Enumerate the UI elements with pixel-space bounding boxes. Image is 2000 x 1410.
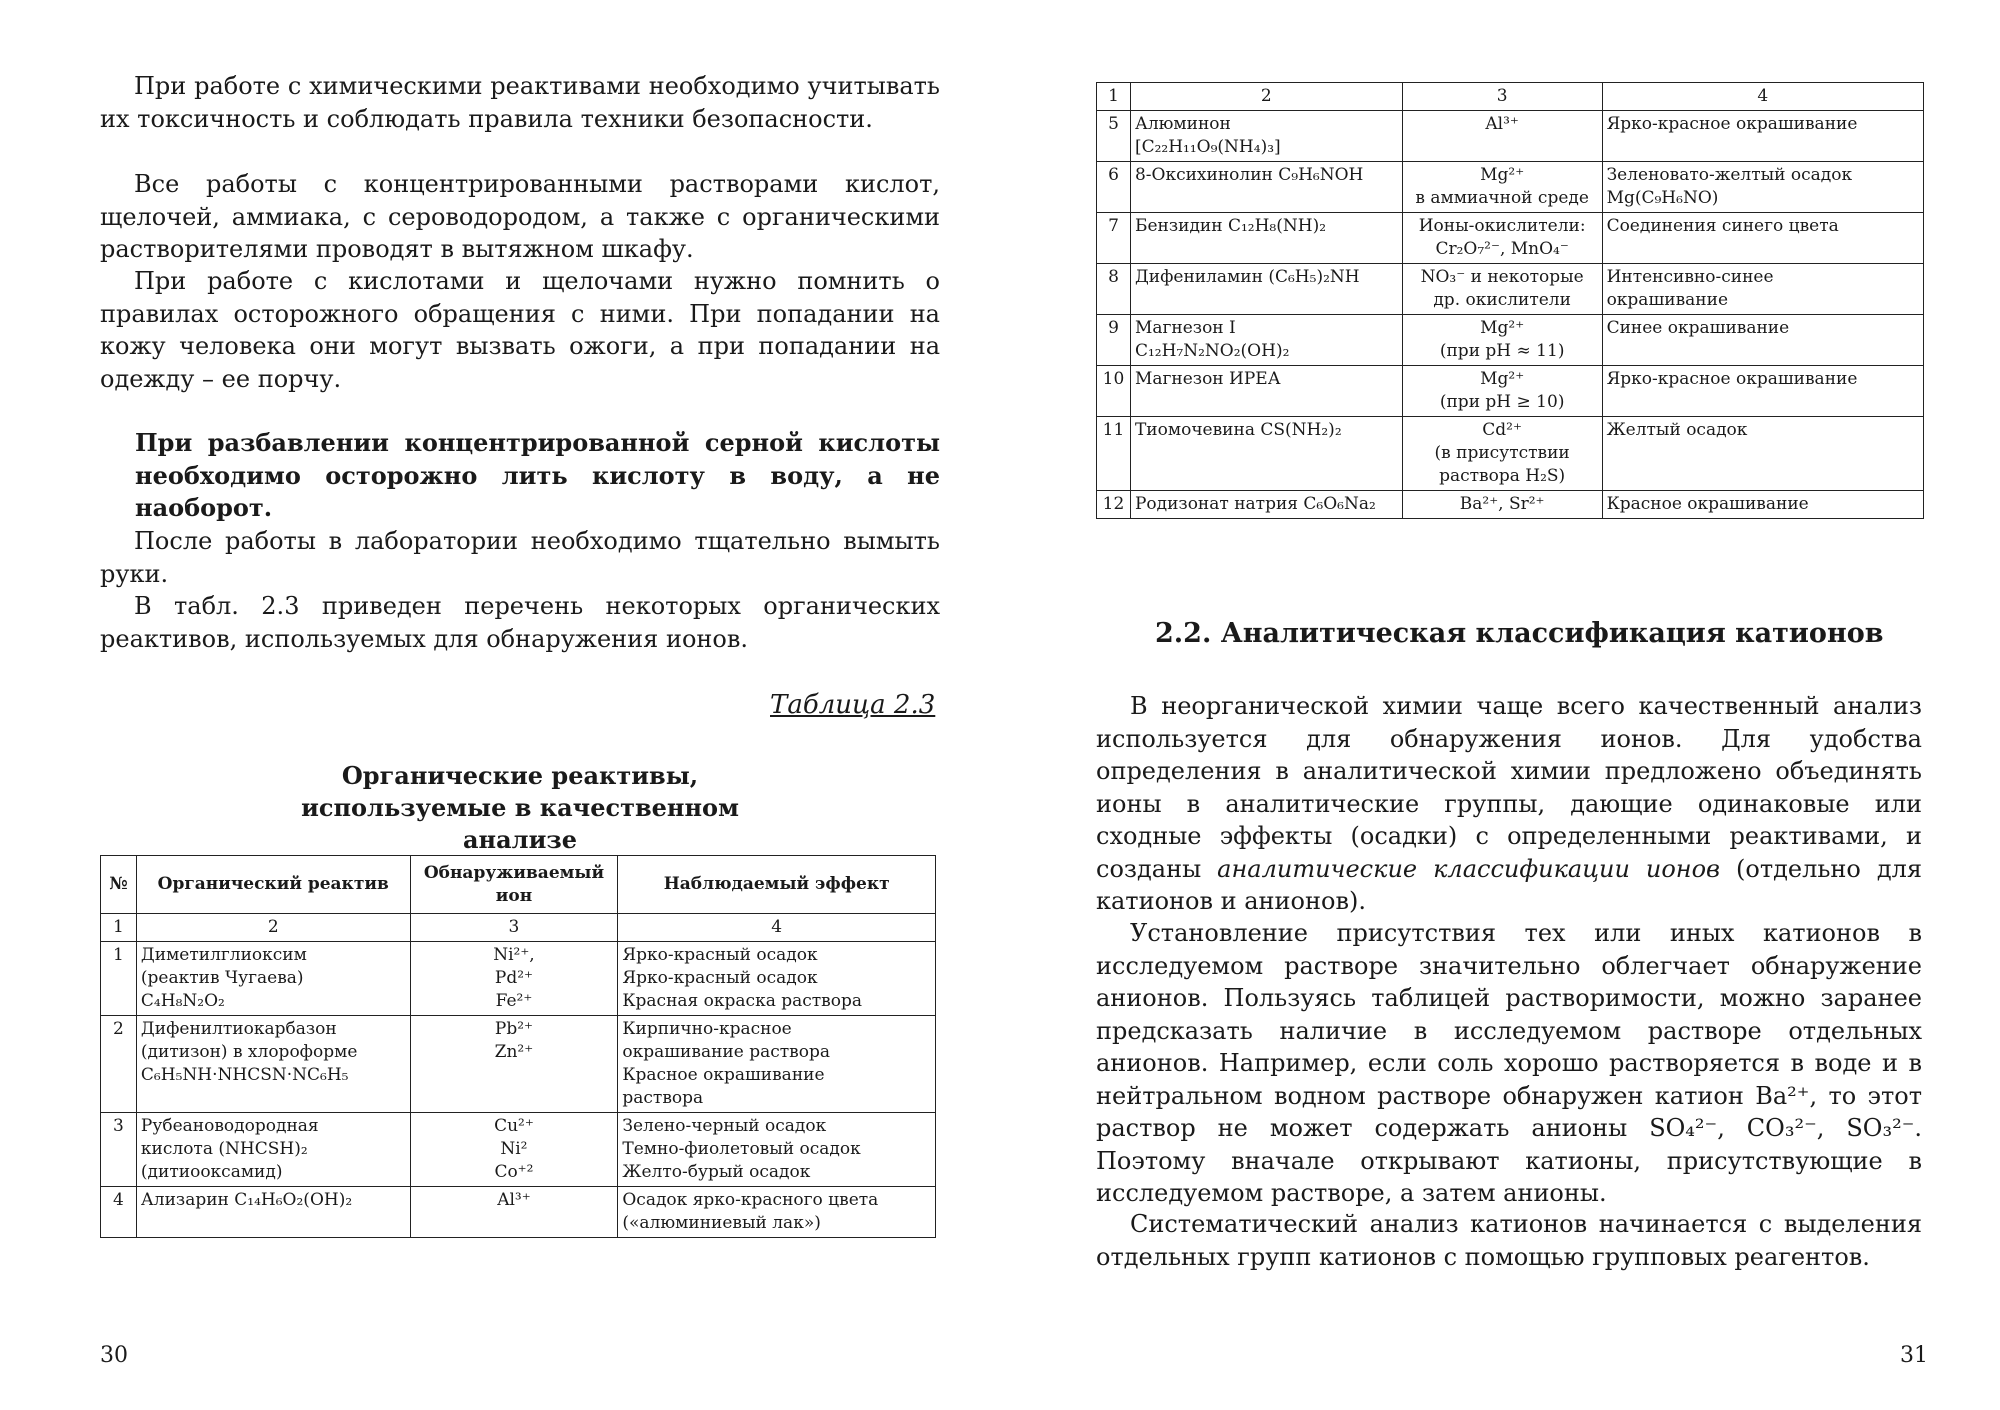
row-number: 6: [1097, 162, 1131, 213]
row-number: 3: [101, 1113, 137, 1187]
effect-cell: [1602, 315, 1923, 366]
reagent-cell-line: C₄H₈N₂O₂: [140, 991, 225, 1011]
row-number: 8: [1097, 264, 1131, 315]
reagent-cell-line: C₁₂H₇N₂NO₂(OH)₂: [1134, 341, 1290, 361]
paragraph-table-intro: В табл. 2.3 приведен перечень некоторых органических реактивов, используемых для обнаружения ионов.: [100, 592, 940, 653]
effect-cell: [1602, 111, 1923, 162]
reagent-cell-line: Дифенилтиокарбазон: [140, 1019, 337, 1039]
header-ion: Обнаруживаемый ион: [410, 856, 618, 914]
paragraph-sulfuric-warning: При разбавлении концентрированной серной кислоты необходимо осторожно лить кислоту в воду, а не наоборот.: [135, 428, 940, 522]
reagent-cell-line: Магнезон ИРЕА: [1134, 369, 1281, 389]
ion-cell: [410, 1187, 618, 1238]
effect-cell-line: Ярко-красный осадок: [622, 945, 818, 965]
effect-cell-line: Синее окрашивание: [1606, 318, 1790, 338]
page-number: 30: [100, 1343, 128, 1368]
ion-cell: [1402, 366, 1602, 417]
ion-cell: [1402, 315, 1602, 366]
reagent-cell-line: Бензидин C₁₂H₈(NH)₂: [1134, 216, 1327, 236]
effect-cell: [1602, 264, 1923, 315]
ion-cell-line: (при pH ≥ 10): [1439, 392, 1565, 412]
row-number: 11: [1097, 417, 1131, 491]
table-header-row: [101, 856, 936, 914]
effect-cell-line: Осадок ярко-красного цвета: [622, 1190, 879, 1210]
table-row: [1097, 111, 1924, 162]
ion-cell-line: др. окислители: [1433, 290, 1571, 310]
reagents-table-part1: [100, 855, 936, 1238]
effect-cell-line: Интенсивно-синее: [1606, 267, 1774, 287]
reagent-cell: [1130, 315, 1402, 366]
reagent-cell: [1130, 491, 1402, 519]
reagent-cell-line: Рубеановодородная: [140, 1116, 319, 1136]
effect-cell-line: Кирпично-красное: [622, 1019, 792, 1039]
table-caption: Таблица 2.3: [770, 690, 936, 720]
header-number: №: [101, 856, 137, 914]
reagent-cell: [136, 1187, 410, 1238]
reagent-cell-line: Родизонат натрия C₆O₆Na₂: [1134, 494, 1376, 514]
paragraph-wash-hands: После работы в лаборатории необходимо тщательно вымыть руки.: [100, 527, 940, 588]
effect-cell: [1602, 491, 1923, 519]
reagent-cell-line: C₆H₅NH·NHCSN·NC₆H₅: [140, 1065, 349, 1085]
paragraph-toxicity: При работе с химическими реактивами необходимо учитывать их токсичность и соблюдать правила техники безопасности.: [100, 72, 940, 133]
reagent-cell-line: Дифениламин (C₆H₅)₂NH: [1134, 267, 1360, 287]
effect-cell-line: окрашивание: [1606, 290, 1729, 310]
header-reagent: Органический реактив: [136, 856, 410, 914]
ion-cell-line: Mg²⁺: [1480, 165, 1525, 185]
ion-cell-line: раствора H₂S): [1439, 466, 1566, 486]
row-number: 1: [101, 942, 137, 1016]
ion-cell-line: Fe²⁺: [495, 991, 533, 1011]
reagent-cell-line: [C₂₂H₁₁O₉(NH₄)₃]: [1134, 137, 1281, 157]
effect-cell: [1602, 366, 1923, 417]
ion-cell-line: Cr₂O₇²⁻, MnO₄⁻: [1435, 239, 1569, 259]
reagents-table-part2: [1096, 82, 1924, 519]
ion-cell-line: Ba²⁺, Sr²⁺: [1459, 494, 1545, 514]
header-effect: Наблюдаемый эффект: [618, 856, 936, 914]
paragraph-acids-alkalis: При работе с кислотами и щелочами нужно помнить о правилах осторожного обращения с ними. При попадании на кожу человека они могут вызвать ожоги, а при попадании на одежду – ее порчу.: [100, 267, 940, 393]
effect-cell-line: Mg(C₉H₆NO): [1606, 188, 1719, 208]
effect-cell: [618, 1016, 936, 1113]
table-row: [1097, 366, 1924, 417]
table-row: [101, 1113, 936, 1187]
effect-cell-line: раствора: [622, 1088, 704, 1108]
effect-cell-line: Красное окрашивание: [1606, 494, 1809, 514]
row-number: 9: [1097, 315, 1131, 366]
reagent-cell: [1130, 111, 1402, 162]
effect-cell-line: («алюминиевый лак»): [622, 1213, 821, 1233]
ion-cell-line: Ni²⁺,: [493, 945, 535, 965]
effect-cell-line: Желто-бурый осадок: [622, 1162, 811, 1182]
reagent-cell-line: Алюминон: [1134, 114, 1231, 134]
ion-cell-line: Pd²⁺: [494, 968, 533, 988]
page-number: 31: [1900, 1343, 1928, 1368]
ion-cell: [410, 1016, 618, 1113]
reagent-cell-line: Тиомочевина CS(NH₂)₂: [1134, 420, 1342, 440]
table-row: [101, 942, 936, 1016]
effect-cell: [1602, 213, 1923, 264]
ion-cell-line: NO₃⁻ и некоторые: [1420, 267, 1584, 287]
effect-cell-line: Ярко-красное окрашивание: [1606, 369, 1858, 389]
reagent-cell: [1130, 264, 1402, 315]
reagent-cell: [136, 942, 410, 1016]
ion-cell-line: (в присутствии: [1434, 443, 1570, 463]
reagent-cell: [1130, 417, 1402, 491]
ion-cell: [410, 942, 618, 1016]
reagent-cell-line: (дитиооксамид): [140, 1162, 283, 1182]
ion-cell: [1402, 213, 1602, 264]
table-row: [1097, 491, 1924, 519]
table-row: [1097, 213, 1924, 264]
effect-cell-line: Красное окрашивание: [622, 1065, 825, 1085]
ion-cell-line: Cd²⁺: [1482, 420, 1522, 440]
reagent-cell-line: Магнезон I: [1134, 318, 1236, 338]
reagent-cell-line: (реактив Чугаева): [140, 968, 304, 988]
column-number-row: 1 2 3 4: [1097, 83, 1924, 111]
row-number: 4: [101, 1187, 137, 1238]
ion-cell-line: (при pH ≈ 11): [1439, 341, 1565, 361]
reagent-cell: [136, 1113, 410, 1187]
ion-cell: [1402, 111, 1602, 162]
ion-cell-line: Pb²⁺: [494, 1019, 533, 1039]
row-number: 7: [1097, 213, 1131, 264]
effect-cell: [618, 1187, 936, 1238]
reagent-cell: [136, 1016, 410, 1113]
table-row: [101, 1016, 936, 1113]
table-title: Органические реактивы, используемые в качественном анализе: [301, 761, 739, 854]
ion-cell-line: Ni²: [500, 1139, 528, 1159]
table-row: [1097, 417, 1924, 491]
paragraph-fume-hood: Все работы с концентрированными растворами кислот, щелочей, аммиака, с сероводородом, а также с органическими растворителями проводят в вытяжном шкафу.: [100, 170, 940, 263]
effect-cell-line: Соединения синего цвета: [1606, 216, 1839, 236]
table-row: [101, 1187, 936, 1238]
table-row: [1097, 264, 1924, 315]
paragraph-cations-anions: Установление присутствия тех или иных катионов в исследуемом растворе значительно облегчает обнаружение анионов. Пользуясь таблицей растворимости, можно заранее предсказать наличие в исследуемом растворе отдельных анионов. Например, если соль хорошо растворяется в воде и в нейтральном водном растворе обнаружен катион Ba²⁺, то этот раствор не может содержать анионы SO₄²⁻, CO₃²⁻, SO₃²⁻. Поэтому вначале открывают катионы, присутствующие в исследуемом растворе, а затем анионы.: [1096, 919, 1922, 1207]
row-number: 2: [101, 1016, 137, 1113]
reagent-cell-line: Диметилглиоксим: [140, 945, 307, 965]
effect-cell: [1602, 417, 1923, 491]
effect-cell-line: Зелено-черный осадок: [622, 1116, 827, 1136]
ion-cell: [1402, 491, 1602, 519]
reagent-cell-line: Ализарин C₁₄H₆O₂(OH)₂: [140, 1190, 353, 1210]
ion-cell-line: Al³⁺: [1485, 114, 1519, 134]
ion-cell: [1402, 264, 1602, 315]
table-row: [1097, 162, 1924, 213]
paragraph-systematic-analysis: Систематический анализ катионов начинается с выделения отдельных групп катионов с помощью групповых реагентов.: [1096, 1210, 1922, 1271]
reagent-cell: [1130, 213, 1402, 264]
paragraph-classification: В неорганической химии чаще всего качественный анализ используется для обнаружения ионов. Для удобства определения в аналитической химии предложено объединять ионы в аналитические группы, дающие одинаковые или сходные эффекты (осадки) с определенными реактивами, и созданы аналитические классификации ионов (отдельно для катионов и анионов).: [1096, 692, 1923, 915]
ion-cell-line: Mg²⁺: [1480, 318, 1525, 338]
effect-cell: [618, 942, 936, 1016]
effect-cell-line: Желтый осадок: [1606, 420, 1748, 440]
ion-cell-line: Co⁺²: [494, 1162, 534, 1182]
ion-cell-line: Ионы-окислители:: [1418, 216, 1586, 236]
effect-cell-line: Красная окраска раствора: [622, 991, 862, 1011]
reagent-cell: [1130, 366, 1402, 417]
reagent-cell-line: кислота (NHCSH)₂: [140, 1139, 308, 1159]
ion-cell-line: Zn²⁺: [494, 1042, 534, 1062]
right-page: [1000, 0, 2000, 1410]
ion-cell: [1402, 417, 1602, 491]
effect-cell: [1602, 162, 1923, 213]
ion-cell-line: Mg²⁺: [1480, 369, 1525, 389]
effect-cell-line: окрашивание раствора: [622, 1042, 830, 1062]
reagent-cell-line: (дитизон) в хлороформе: [140, 1042, 358, 1062]
ion-cell: [1402, 162, 1602, 213]
effect-cell-line: Ярко-красное окрашивание: [1606, 114, 1858, 134]
row-number: 12: [1097, 491, 1131, 519]
ion-cell-line: в аммиачной среде: [1415, 188, 1589, 208]
ion-cell: [410, 1113, 618, 1187]
effect-cell-line: Зеленовато-желтый осадок: [1606, 165, 1853, 185]
column-number-row: 1 2 3 4: [101, 914, 936, 942]
ion-cell-line: Cu²⁺: [494, 1116, 534, 1136]
section-title: 2.2. Аналитическая классификация катионов: [1155, 618, 1884, 649]
reagent-cell: [1130, 162, 1402, 213]
effect-cell: [618, 1113, 936, 1187]
reagent-cell-line: 8-Оксихинолин C₉H₆NOH: [1134, 165, 1364, 185]
row-number: 10: [1097, 366, 1131, 417]
effect-cell-line: Ярко-красный осадок: [622, 968, 818, 988]
row-number: 5: [1097, 111, 1131, 162]
table-row: [1097, 315, 1924, 366]
ion-cell-line: Al³⁺: [497, 1190, 531, 1210]
effect-cell-line: Темно-фиолетовый осадок: [622, 1139, 861, 1159]
